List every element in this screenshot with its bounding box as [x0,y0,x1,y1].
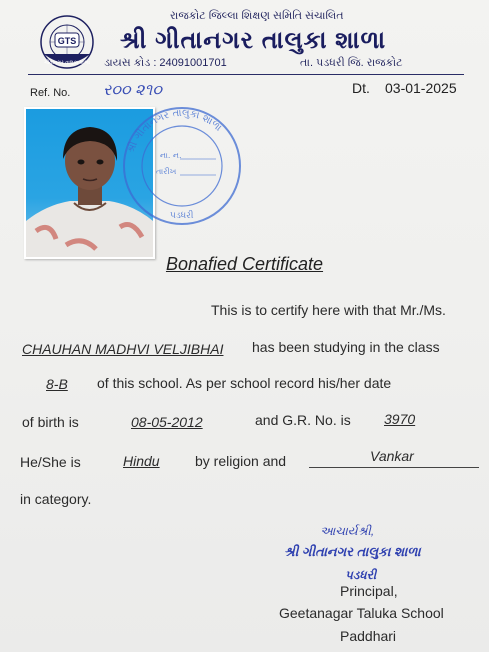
dob-value: 08-05-2012 [131,414,203,430]
religion-label: He/She is [20,454,81,470]
dob-label: of birth is [22,414,79,430]
school-record-text: of this school. As per school record his/her date [97,375,392,391]
signature-stamp-line-2: શ્રી ગીતાનગર તાલુકા શાળા [284,544,421,559]
svg-text:શ્રી ગીતાનગર તાલુકા શાળા [125,108,224,155]
principal-designation: Principal, [340,583,398,599]
principal-school: Geetanagar Taluka School [279,605,444,621]
ref-label: Ref. No. [30,87,71,99]
ref-number: ર૦૦ ૨૧૦ [103,82,162,99]
religion-suffix: by religion and [195,453,287,469]
header-divider [28,74,464,75]
principal-place: Paddhari [340,628,397,644]
category-blank-line [309,467,479,468]
student-name: CHAUHAN MADHVI VELJIBHAI [22,341,224,357]
stamp-line-1: ના. ન. [160,151,182,160]
certificate-title: Bonafied Certificate [165,254,324,274]
logo-ring-text: ગીતાનગર તાલુકા શાળા [44,60,90,66]
date-label: Dt. [352,80,370,96]
stamp-line-2: તારીખ [156,167,177,176]
class-value: 8-B [46,376,68,392]
school-round-stamp [118,104,246,228]
school-name: શ્રી ગીતાનગર તાલુકા શાળા [120,27,387,54]
category-text: in category. [20,491,92,507]
studying-text: has been studying in the class [252,339,440,355]
gr-label: and G.R. No. is [255,412,351,428]
stamp-ring-text: શ્રી ગીતાનગર તાલુકા શાળા [125,107,224,155]
caste-value: Vankar [370,448,414,464]
dise-code: ડાયસ કોડ : 24091001701 [104,57,227,69]
gr-number: 3970 [384,411,416,427]
school-logo [36,14,98,70]
stamp-bottom-text: પડધરી [170,211,194,221]
intro-text: This is to certify here with that Mr./Ms. [211,302,446,318]
date-value: 03-01-2025 [385,80,457,96]
signature-stamp-line-1: આચાર્યશ્રી, [320,524,375,538]
header-subtitle: રાજકોટ જિલ્લા શિક્ષણ સમિતિ સંચાલિત [170,10,344,22]
signature-stamp-line-3: પડધરી [345,568,377,582]
logo-initials: GTS [57,36,77,46]
religion-value: Hindu [123,453,160,469]
taluka-address: તા. પડધરી જિ. રાજકોટ [300,57,403,69]
